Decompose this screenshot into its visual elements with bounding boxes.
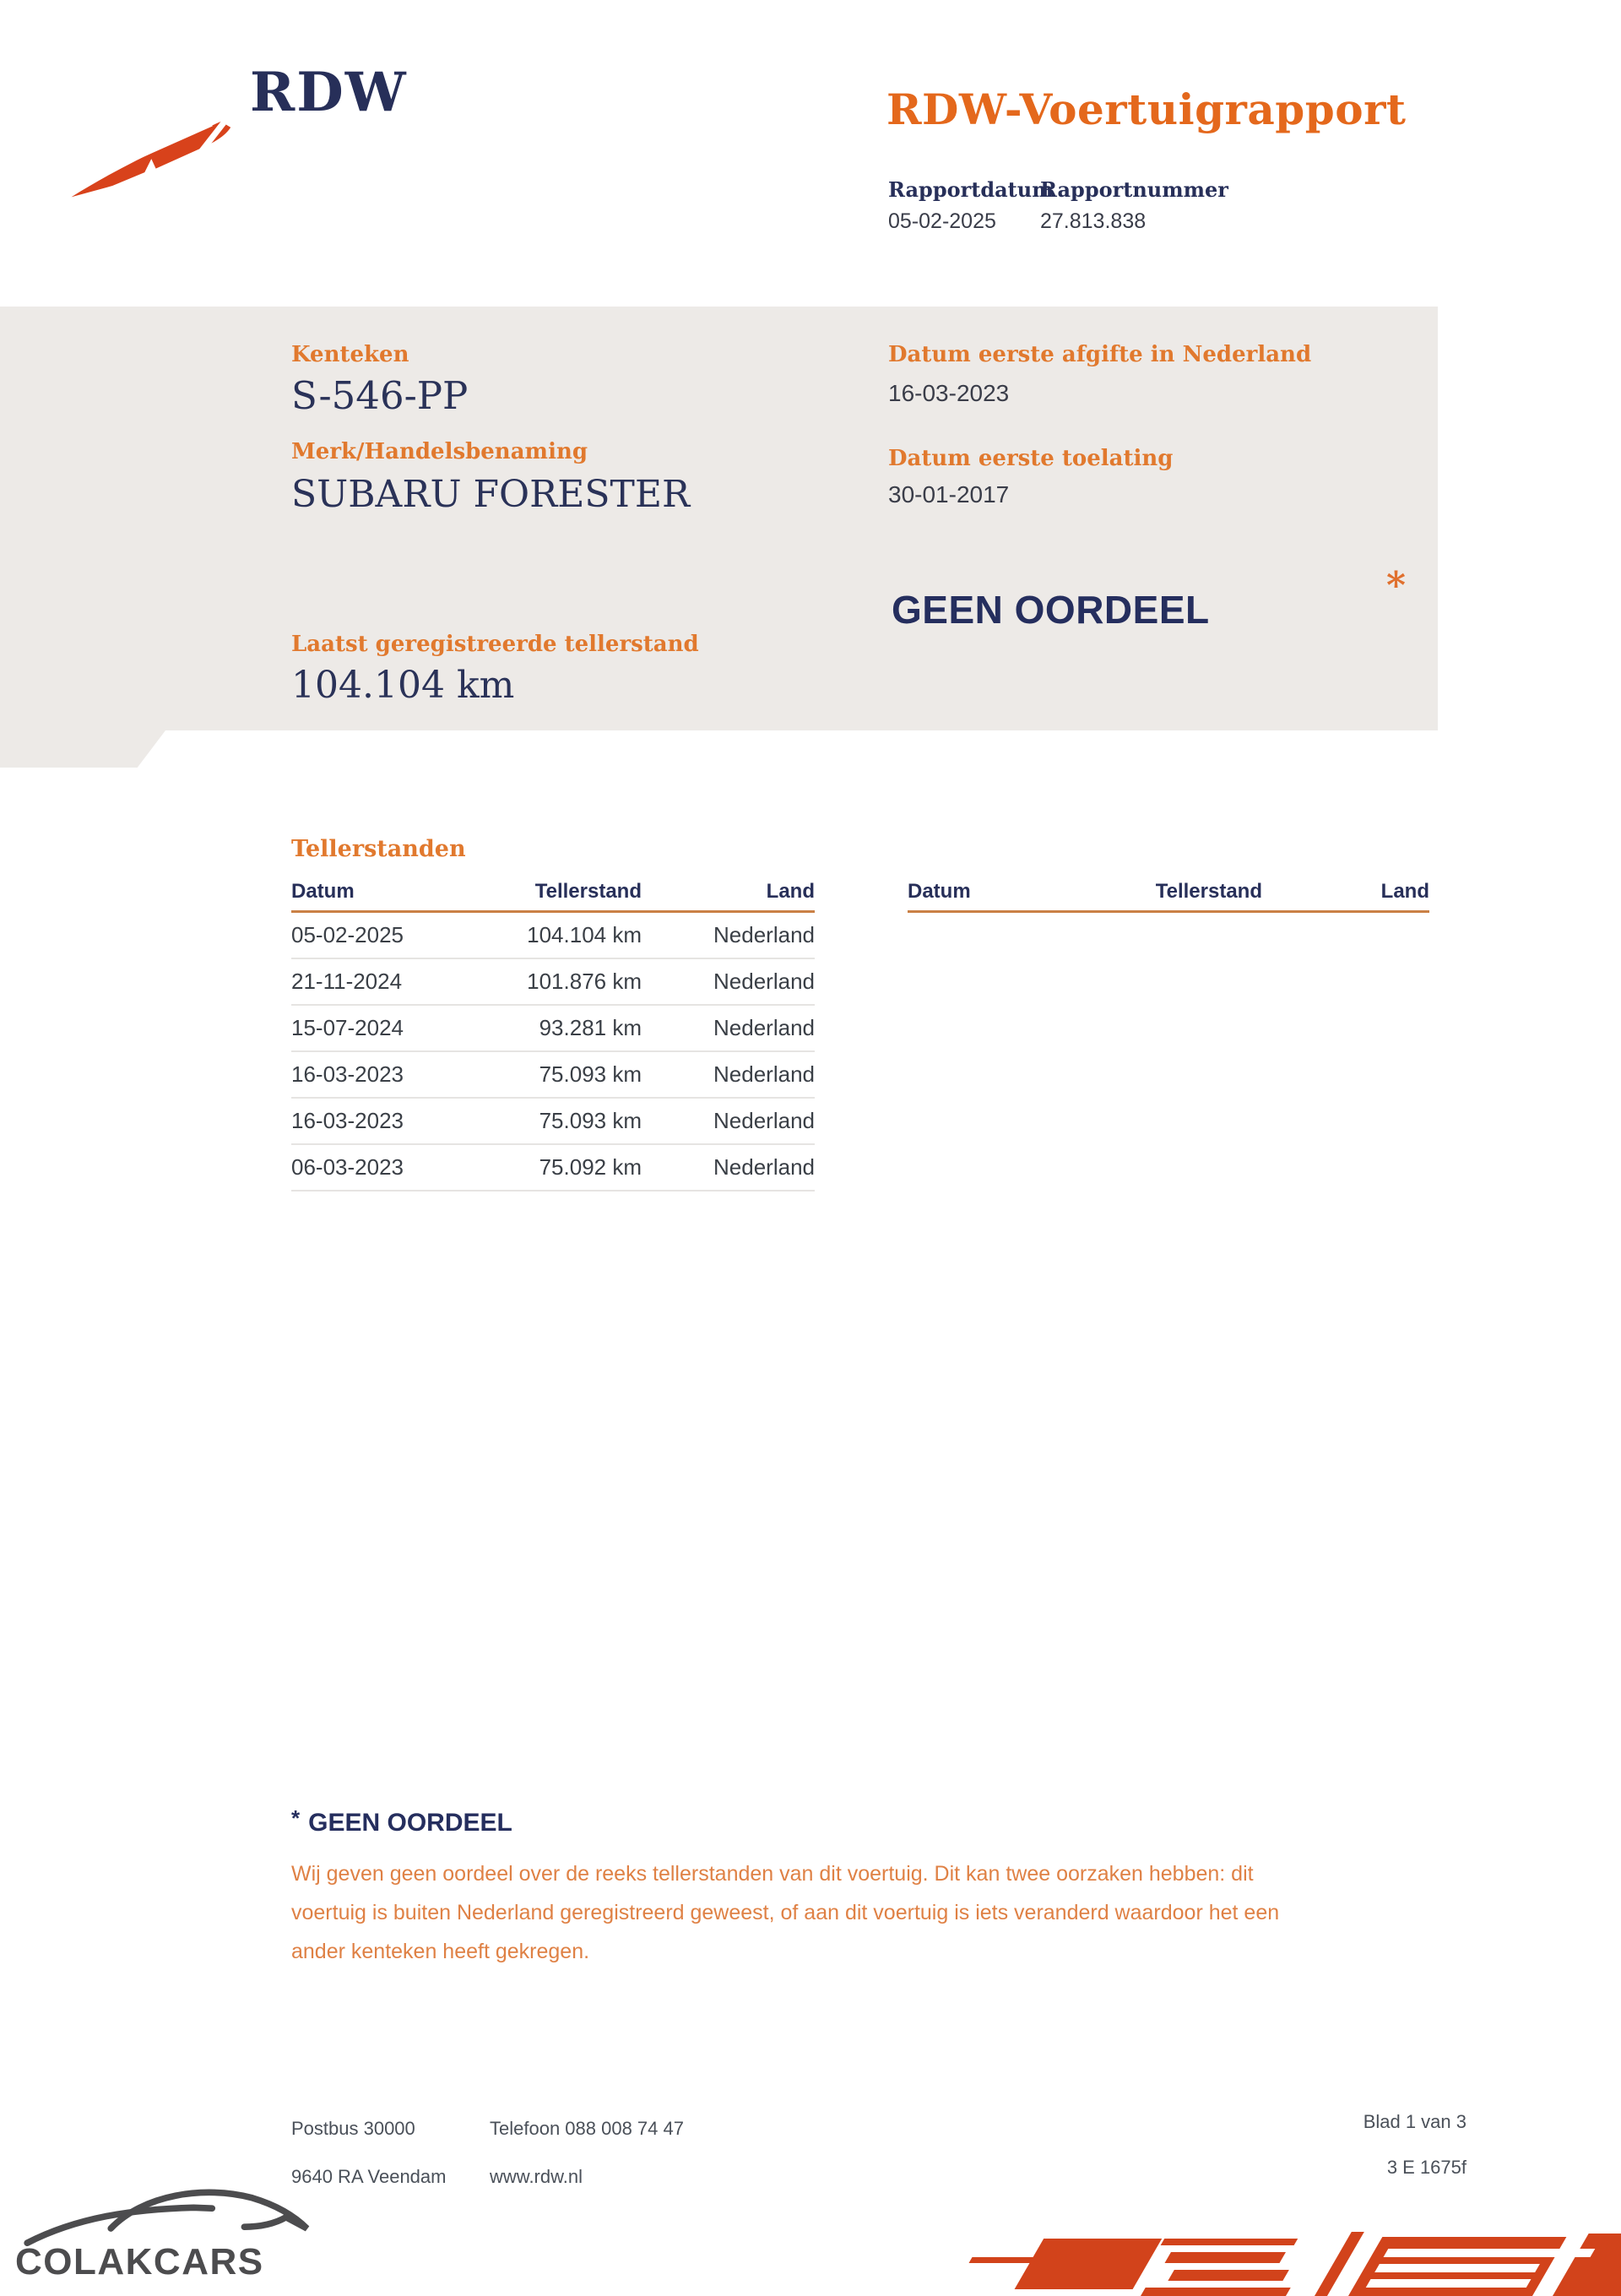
cell-tellerstand: 75.093 km [539, 1108, 642, 1133]
kenteken-label: Kenteken [291, 342, 409, 367]
rdw-wing-icon [68, 93, 232, 211]
cell-tellerstand: 104.104 km [527, 922, 642, 947]
cell-datum: 15-07-2024 [291, 1015, 404, 1040]
report-date-value: 05-02-2025 [888, 209, 996, 233]
cell-land: Nederland [713, 1154, 815, 1180]
cell-tellerstand: 93.281 km [539, 1015, 642, 1040]
col-header-land: Land [1380, 880, 1429, 903]
car-silhouette-icon [19, 2179, 312, 2250]
footnote-line: ander kenteken heeft gekregen. [291, 1940, 590, 1963]
report-date-label: Rapportdatum [888, 177, 1054, 202]
footnote-heading [291, 1805, 512, 1837]
footer-page-number: Blad 1 van 3 [1363, 2111, 1466, 2132]
cell-land: Nederland [713, 1015, 815, 1040]
afgifte-label: Datum eerste afgifte in Nederland [888, 342, 1312, 367]
footer-address-line1: Postbus 30000 [291, 2118, 415, 2139]
verdict-text: GEEN OORDEEL [892, 588, 1210, 632]
cell-tellerstand: 101.876 km [527, 969, 642, 994]
report-number-value: 27.813.838 [1040, 209, 1147, 233]
vehicle-summary-panel-corner [0, 730, 165, 768]
report-number-label: Rapportnummer [1040, 177, 1228, 202]
footnote-body [291, 1854, 1473, 1971]
table-row [291, 913, 815, 959]
merk-value: SUBARU FORESTER [291, 473, 691, 516]
col-header-datum: Datum [908, 880, 971, 903]
table-row [291, 1145, 815, 1191]
odometer-table-left-header [291, 880, 815, 913]
vehicle-summary-panel [0, 307, 1438, 730]
speed-stripes-icon [964, 2230, 1621, 2296]
footnote-line: Wij geven geen oordeel over de reeks tellerstanden van dit voertuig. Dit kan twee oorzaken hebben: dit [291, 1862, 1254, 1886]
cell-land: Nederland [713, 1061, 815, 1087]
col-header-datum: Datum [291, 880, 355, 903]
toelating-label: Datum eerste toelating [888, 446, 1174, 471]
footer-address-line2: 9640 RA Veendam [291, 2166, 447, 2187]
page-title: RDW-Voertuigrapport [886, 84, 1407, 134]
cell-datum: 16-03-2023 [291, 1108, 404, 1133]
table-row [291, 959, 815, 1006]
odometer-table-right [908, 880, 1429, 913]
tellerstand-label: Laatst geregistreerde tellerstand [291, 632, 699, 657]
cell-datum: 16-03-2023 [291, 1061, 404, 1087]
odometer-table-left [291, 880, 815, 1191]
table-row [291, 1099, 815, 1145]
footer-form-code: 3 E 1675f [1386, 2157, 1466, 2178]
col-header-land: Land [766, 880, 815, 903]
cell-land: Nederland [713, 922, 815, 947]
cell-datum: 21-11-2024 [291, 969, 403, 994]
afgifte-value: 16-03-2023 [888, 380, 1010, 406]
odometer-table-right-header [908, 880, 1429, 913]
col-header-tellerstand: Tellerstand [1155, 880, 1262, 903]
cell-land: Nederland [713, 1108, 815, 1133]
toelating-value: 30-01-2017 [888, 481, 1010, 508]
footnote-line: voertuig is buiten Nederland geregistreerd geweest, of aan dit voertuig is iets veranderd waardoor het een [291, 1901, 1280, 1924]
cell-datum: 05-02-2025 [291, 922, 404, 947]
footer-website: www.rdw.nl [490, 2166, 583, 2187]
table-row [291, 1006, 815, 1052]
merk-label: Merk/Handelsbenaming [291, 439, 588, 464]
cell-tellerstand: 75.092 km [539, 1154, 642, 1180]
table-row [291, 1052, 815, 1099]
kenteken-value: S-546-PP [291, 373, 469, 418]
rdw-wordmark: RDW [250, 61, 408, 124]
verdict-asterisk: * [1386, 564, 1407, 607]
tellerstand-value: 104.104 km [291, 664, 515, 707]
cell-land: Nederland [713, 969, 815, 994]
footer-phone: Telefoon 088 008 74 47 [490, 2118, 684, 2139]
cell-datum: 06-03-2023 [291, 1154, 404, 1180]
cell-tellerstand: 75.093 km [539, 1061, 642, 1087]
footnote-heading-text: GEEN OORDEEL [308, 1809, 512, 1837]
footnote-asterisk: * [291, 1805, 301, 1831]
col-header-tellerstand: Tellerstand [534, 880, 642, 903]
dealer-wordmark: COLAKCARS [15, 2241, 264, 2282]
tellerstanden-heading: Tellerstanden [291, 836, 466, 862]
